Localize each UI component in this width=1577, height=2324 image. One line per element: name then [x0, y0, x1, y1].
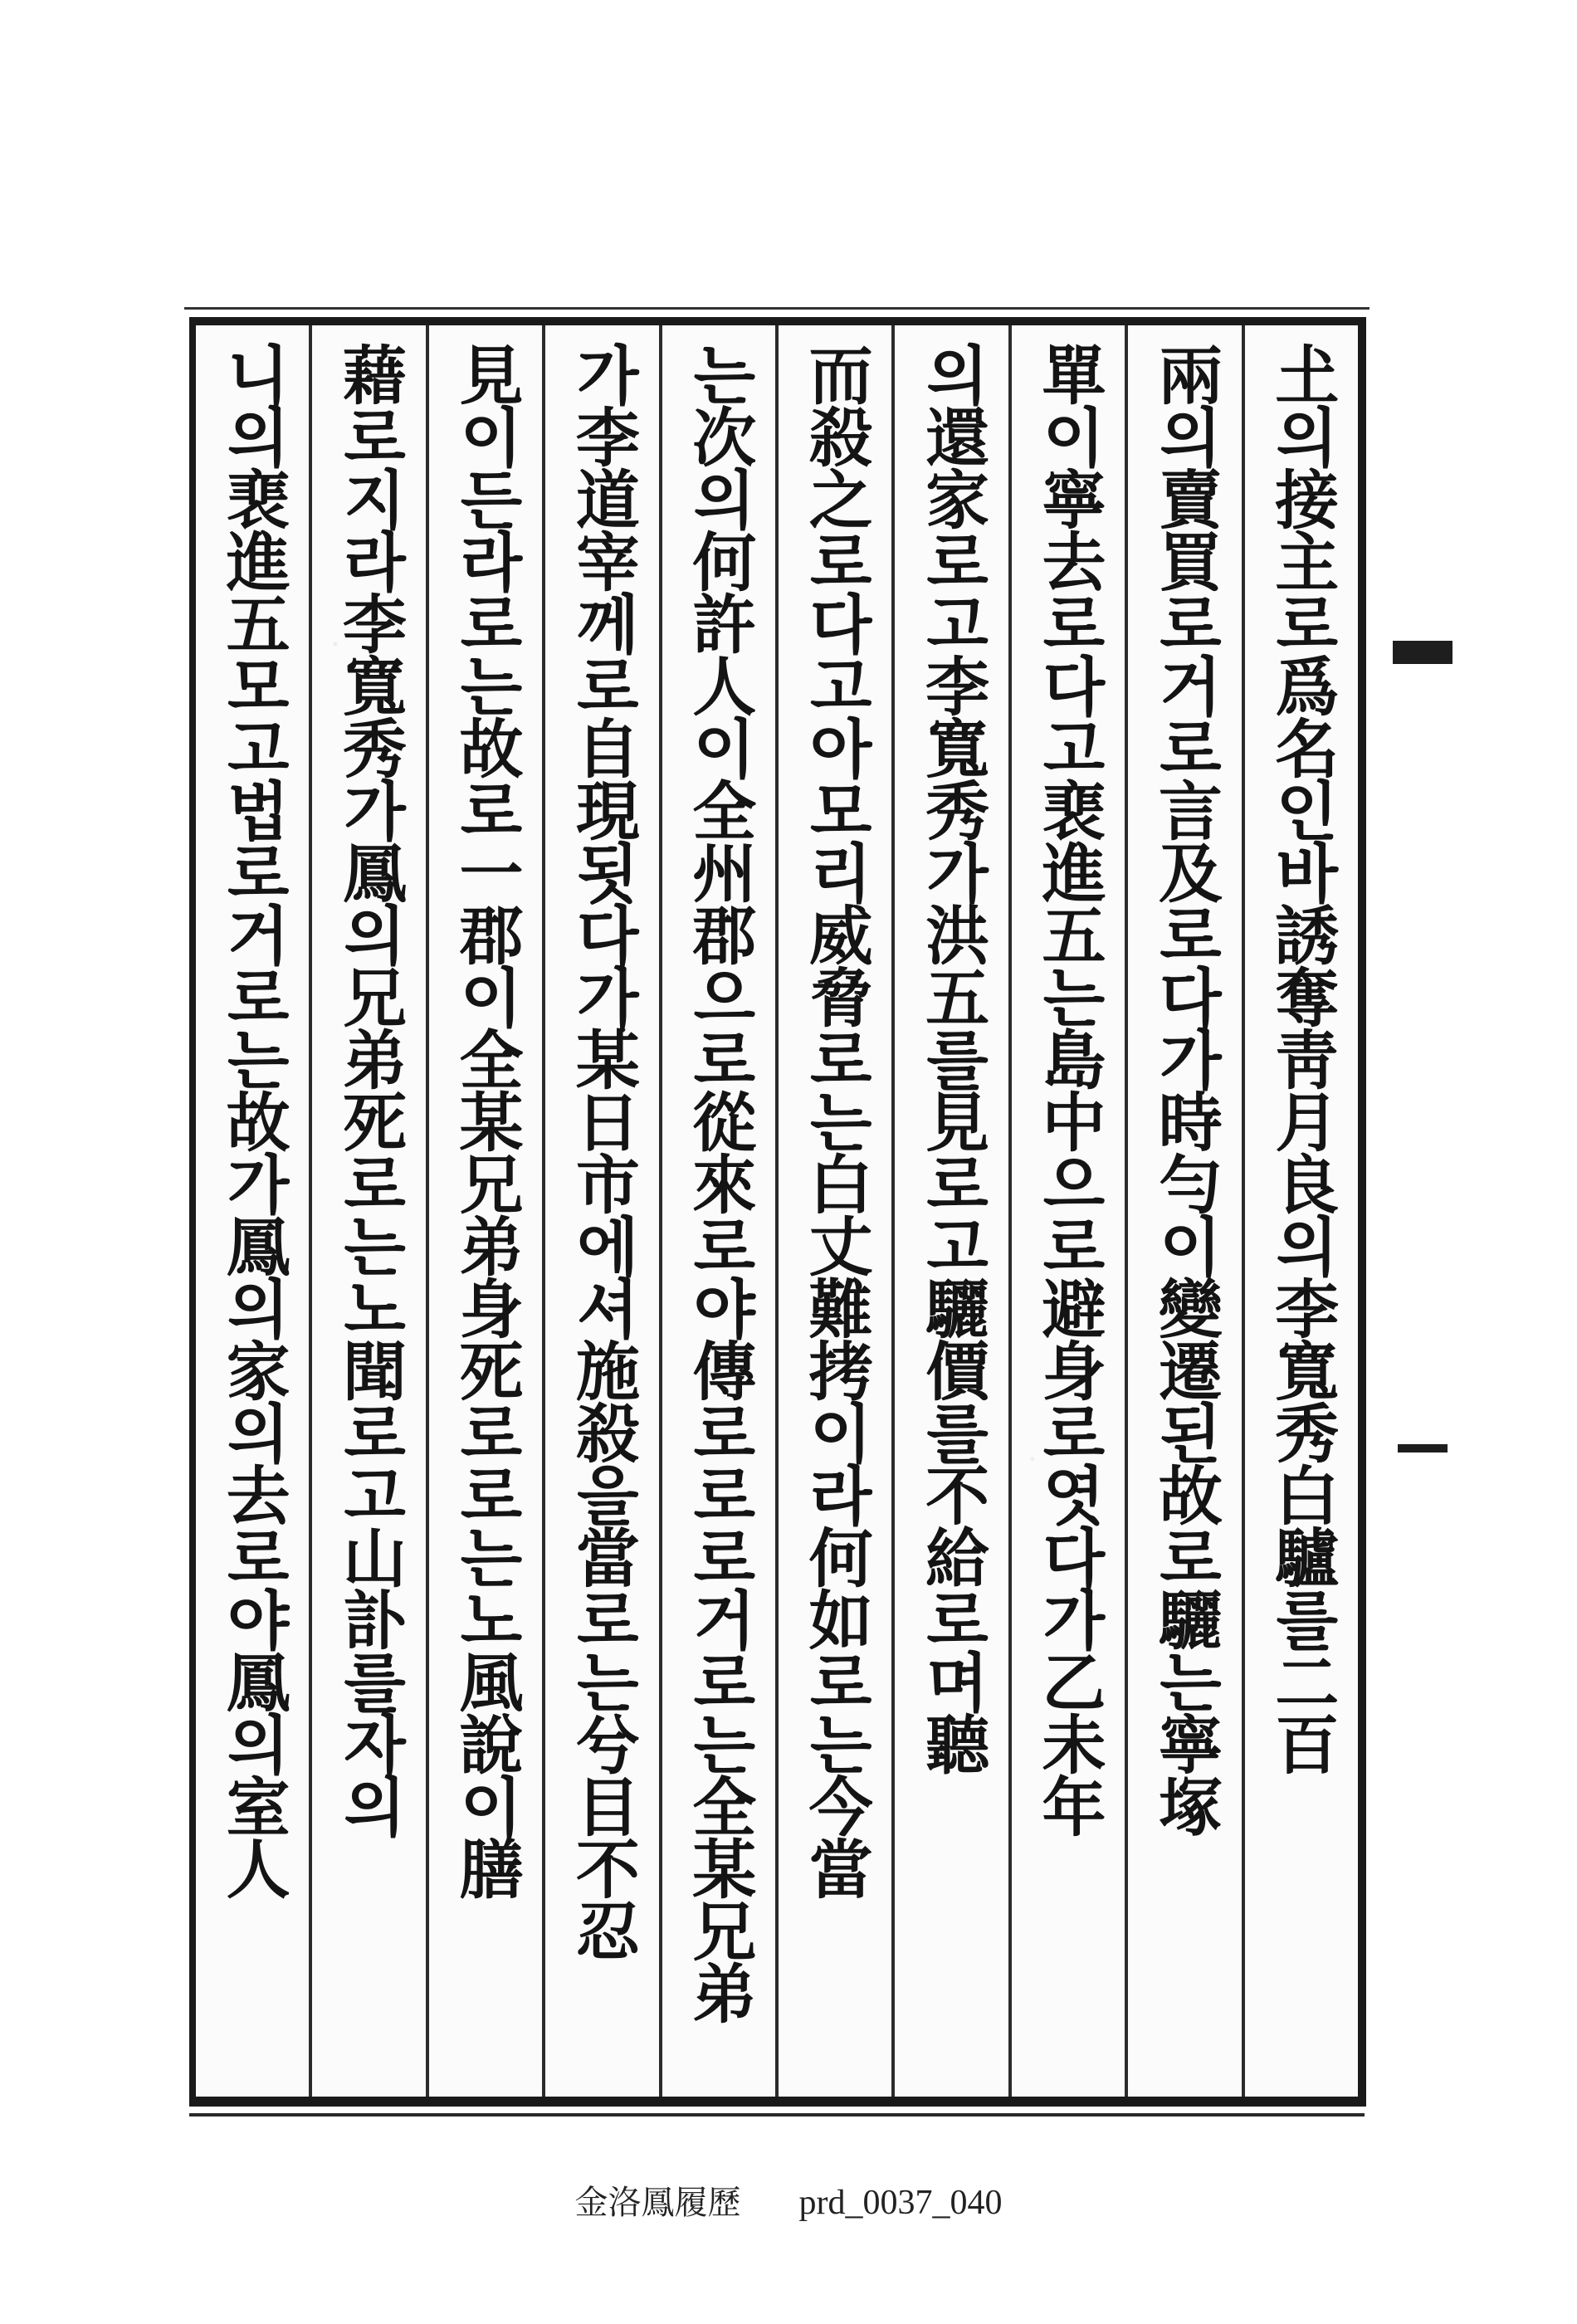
manuscript-column — [1008, 325, 1125, 2097]
column-text: 니의裵進五모고법로거로는故가鳳의家의去로야鳳의室人 — [215, 342, 290, 1898]
manuscript-frame — [189, 317, 1366, 2107]
manuscript-column — [775, 325, 891, 2097]
manuscript-column — [891, 325, 1008, 2097]
column-text: 而殺之로다고아모리威脅로는白丈難拷이라何如로는今當 — [798, 342, 873, 1898]
document-title: 金洛鳳履歷 — [574, 2184, 741, 2222]
document-code: prd_0037_040 — [798, 2184, 1003, 2222]
column-text: 가李道宰께로自現됫다가某日市에셔施殺을當로는兮目不忍 — [564, 342, 640, 1960]
manuscript-column — [309, 325, 425, 2097]
column-text: 는次의何許人이全州郡으로從來로야傳로로로거로는全某兄弟 — [681, 342, 757, 2023]
margin-mark — [1393, 641, 1452, 664]
margin-mark — [1398, 1444, 1448, 1452]
manuscript-column — [659, 325, 775, 2097]
manuscript-column — [542, 325, 658, 2097]
page-caption — [0, 2176, 1577, 2224]
column-text: 兩의賣買로거로言及로다가時勻이變遷된故로驪는寧塚 — [1147, 342, 1223, 1836]
manuscript-column — [426, 325, 542, 2097]
column-text: 의還家로고李寬秀가洪五를見로고驪價를不給로며聽 — [915, 342, 990, 1774]
column-text: 𡈽의接主로爲名인바誘奪靑月良의李寬秀白驢를二百 — [1264, 342, 1340, 1774]
column-text: 藉로지라李寬秀가鳳의兄弟死로는노聞로고山訃를자의 — [332, 342, 408, 1836]
column-text: 單이寧去로다고裵進五는島中으로避身로엿다가乙未年 — [1031, 342, 1106, 1836]
manuscript-column — [196, 325, 309, 2097]
manuscript-column — [1242, 325, 1358, 2097]
manuscript-column — [1125, 325, 1241, 2097]
manuscript-columns — [196, 325, 1358, 2097]
column-text: 見이든라로는故로一郡이全某兄弟身死로로는노風說이膳 — [448, 342, 524, 1898]
